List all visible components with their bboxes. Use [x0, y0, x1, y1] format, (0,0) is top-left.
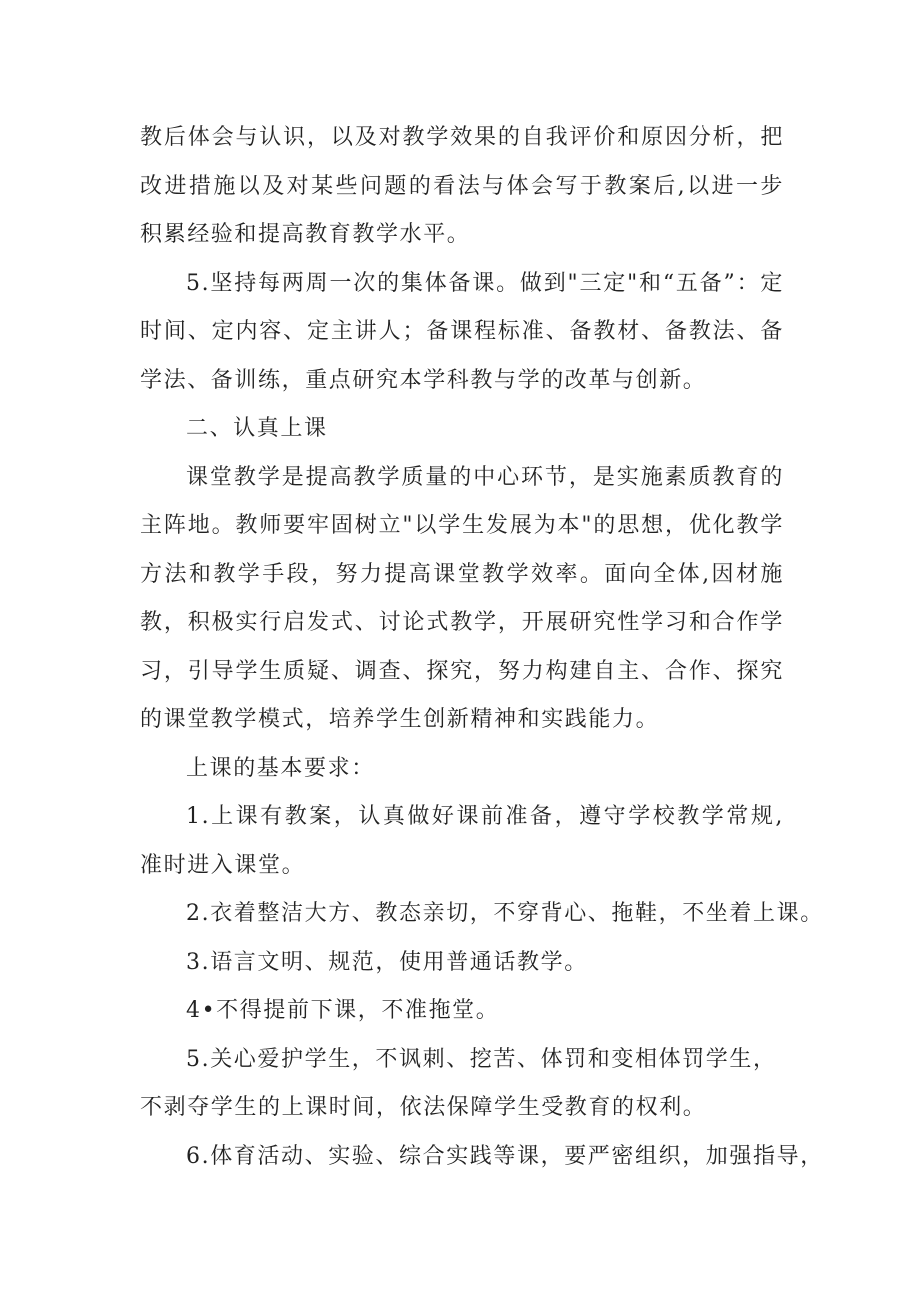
section-heading-attend-class: 二、认真上课	[186, 416, 328, 441]
requirement-item-5-line-2: 不剥夺学生的上课时间，依法保障学生受教育的权利。	[140, 1095, 707, 1120]
paragraph-collective-lesson-prep: 5.坚持每两周一次的集体备课。做到"三定"和“五备”：定时间、定内容、定主讲人；备课程标准、备教材、备教法、备学法、备训练，重点研究本学科教与学的改革与创新。	[140, 270, 784, 393]
requirement-item-3: 3.语言文明、规范，使用普通话教学。	[186, 949, 588, 975]
requirement-item-5-line-1: 5.关心爱护学生，不讽刺、挖苦、体罚和变相体罚学生，	[186, 1046, 777, 1072]
requirement-item-2: 2.衣着整洁大方、教态亲切，不穿背心、拖鞋，不坐着上课。	[186, 901, 824, 926]
requirement-item-4: 4•不得提前下课，不准拖堂。	[186, 998, 500, 1023]
paragraph-classroom-teaching: 课堂教学是提高教学质量的中心环节，是实施素质教育的主阵地。教师要牢固树立"以学生发展为本"的思想，优化教学方法和教学手段，努力提高课堂教学效率。面向全体,因材施教，积极实行启发式、讨论式教学，开展研究性学习和合作学习，引导学生质疑、调查、探究，努力构建自主、合作、探究的课堂教学模式，培养学生创新精神和实践能力。	[140, 464, 784, 732]
requirement-item-6: 6.体育活动、实验、综合实践等课，要严密组织，加强指导，	[186, 1143, 824, 1169]
paragraph-basic-requirements: 上课的基本要求：	[186, 755, 375, 781]
document-body	[140, 114, 824, 1181]
paragraph-teaching-reflection: 教后体会与认识，以及对教学效果的自我评价和原因分析，把改进措施以及对某些问题的看法与体会写于教案后,以进一步积累经验和提高教育教学水平。	[140, 125, 784, 247]
requirement-item-1: 1.上课有教案，认真做好课前准备，遵守学校教学常规,准时进入课堂。	[140, 804, 784, 878]
